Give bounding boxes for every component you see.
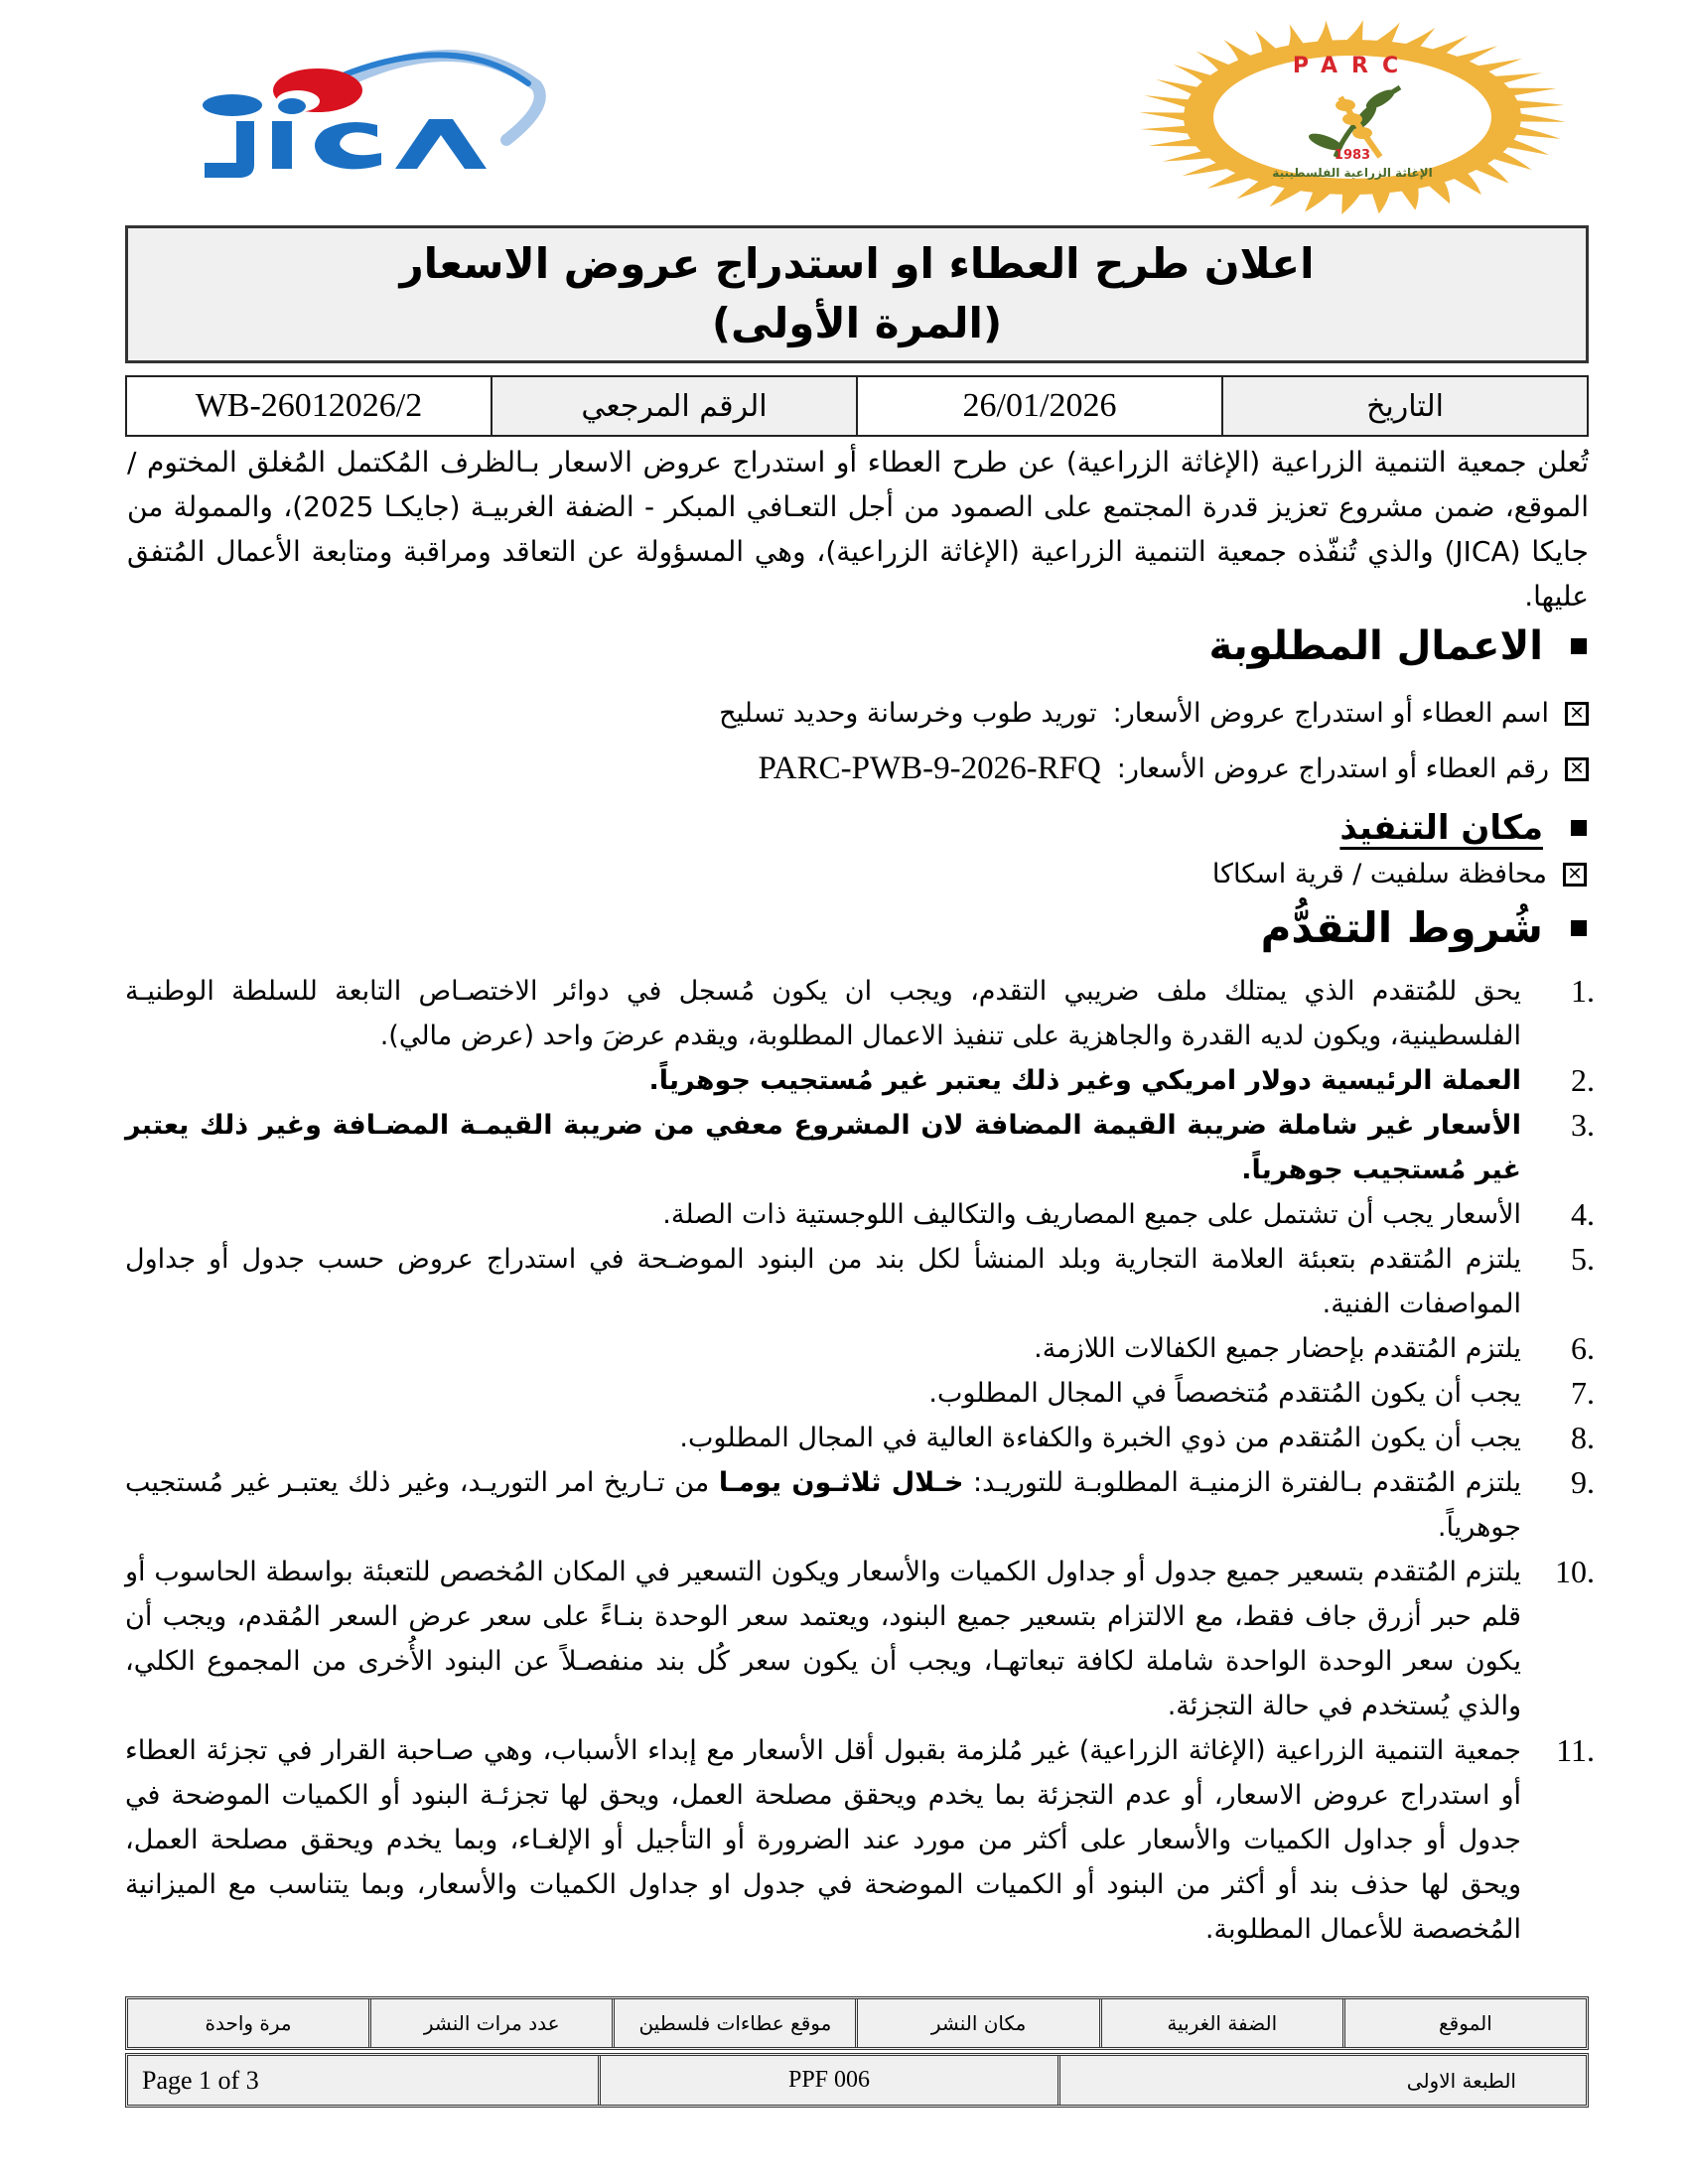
condition-item [125,1416,1595,1460]
footer-cell: موقع عطاءات فلسطين [612,1999,855,2047]
sun-ray [1139,112,1189,121]
condition-item [125,969,1595,1058]
checked-box-icon: ✕ [1563,863,1587,887]
section-heading-works-text: الاعمال المطلوبة [1208,623,1543,669]
condition-text-part: من تـاريخ امر التوريـد، وغير ذلك يعتبـر غير مُستجيب جوهرياً. [125,1467,1521,1543]
section-heading-works [1209,623,1587,669]
section-heading-conditions [1261,903,1587,952]
condition-text: يجب أن يكون المُتقدم من ذوي الخبرة والكفاءة العالية في المجال المطلوب. [679,1423,1521,1453]
ref-value: WB-26012026/2 [195,387,423,424]
condition-item [125,1237,1595,1326]
condition-text: يحق للمُتقدم الذي يمتلك ملف ضريبي التقدم، ويجب ان يكون مُسجل في دوائر الاختصـاص التابعة للسلطة الوطنيـة الفلسطينية، ويكون لديه القدرة والجاهزية على تنفيذ الاعمال المطلوبة، ويقدم عرضَ واحد (عرض مالي). [125,976,1521,1051]
condition-text: جمعية التنمية الزراعية (الإغاثة الزراعية) غير مُلزمة بقبول أقل الأسعار مع إبداء الأسباب، وهي صـاحبة القرار في تجزئة العطاء أو استدراج عروض الاسعار، أو عدم التجزئة بما يخدم ويحقق مصلحة العمل، ويحق لها تجزئـة البنود أو الكميات الموضحة في جدول أو جداول الكميات والأسعار على أكثر من مورد عند الضرورة أو التأجيل أو الإلغـاء، وبما يخدم ويحقق مصلحة العمل، ويحق لها حذف بند أو أكثر من البنود أو الكميات الموضحة في جدول او جداول الكميات والأسعار، وبما يتناسب مع الميزانية المُخصصة للأعمال المطلوبة. [125,1735,1521,1945]
parc-logo [1132,18,1574,216]
condition-number: 5. [1571,1241,1595,1277]
footer-cell: الضفة الغربية [1099,1999,1342,2047]
works-item-number-value: PARC-PWB-9-2026-RFQ [758,751,1101,786]
location-item [1212,859,1587,889]
ref-label: الرقم المرجعي [491,377,856,435]
jica-logo-text: jica [169,36,171,37]
condition-number: 8. [1571,1420,1595,1455]
condition-number: 7. [1571,1375,1595,1411]
footer-cell: مرة واحدة [205,2011,292,2035]
square-bullet-icon [1571,820,1587,836]
condition-text: يلتزم المُتقدم بتعبئة العلامة التجارية وبلد المنشأ لكل بند من البنود الموضـحة في استدراج عروض حسب جدول أو جداول المواصفات الفنية. [125,1244,1521,1319]
works-item-number [758,751,1589,787]
page-number: Page 1 of 3 [142,2065,259,2095]
parc-logo-arabic: الإغاثة الزراعية الفلسطينية [1272,166,1433,180]
footer-cell: مكان النشر [855,1999,1098,2047]
condition-item [125,1058,1595,1103]
delivery-period: خـلال ثلاثـون يومـا [718,1467,964,1498]
condition-number: 3. [1571,1107,1595,1143]
section-heading-location [1339,808,1587,848]
footer-publication-table [125,1996,1589,2050]
condition-number: 4. [1571,1196,1595,1232]
condition-item [125,1728,1595,1952]
condition-item [125,1192,1595,1237]
condition-text [125,1460,1533,1550]
sun-ray [1516,113,1566,122]
form-code: PPF 006 [598,2056,1056,2105]
checked-box-icon: ✕ [1565,757,1589,781]
works-item-name-label: اسم العطاء أو استدراج عروض الأسعار: [1112,698,1549,729]
checked-box-icon: ✕ [1565,702,1589,726]
page-subtitle: (المرة الأولى) [711,299,1003,347]
date-label: التاريخ [1221,377,1587,435]
footer-cell: عدد مرات النشر [368,1999,612,2047]
location-item-value: محافظة سلفيت / قرية اسكاكا [1211,859,1547,889]
condition-item [125,1550,1595,1728]
footer-page-table [125,2053,1589,2108]
condition-number: 6. [1571,1330,1595,1366]
page-title: اعلان طرح العطاء او استدراج عروض الاسعار [399,239,1315,288]
parc-logo-text: PARC [1292,54,1413,78]
section-heading-location-text: مكان التنفيذ [1339,808,1543,848]
condition-text: الأسعار يجب أن تشتمل على جميع المصاريف والتكاليف اللوجستية ذات الصلة. [662,1199,1521,1230]
condition-text: العملة الرئيسية دولار امريكي وغير ذلك يعتبر غير مُستجيب جوهرياً. [648,1065,1521,1096]
condition-text: يجب أن يكون المُتقدم مُتخصصاً في المجال المطلوب. [928,1378,1521,1409]
condition-text-part: يلتزم المُتقدم بـالفترة الزمنيـة المطلوبـة للتوريـد: [963,1467,1521,1498]
jica-logo [169,36,556,185]
reference-table [125,375,1589,437]
conditions-list [125,969,1595,1952]
date-value: 26/01/2026 [856,377,1221,435]
section-heading-conditions-text: شُروط التقدُّم [1260,903,1543,952]
square-bullet-icon [1571,920,1587,936]
footer-cell: الموقع [1342,1999,1586,2047]
condition-number: 10. [1555,1554,1595,1589]
condition-text: الأسعار غير شاملة ضريبة القيمة المضافة لان المشروع معفي من ضريبة القيمـة المضـافة وغير ذلك يعتبر غير مُستجيب جوهرياً. [125,1110,1521,1185]
edition-label: الطبعة الاولى [1057,2056,1586,2105]
condition-number: 9. [1571,1464,1595,1500]
works-item-number-label: رقم العطاء أو استدراج عروض الأسعار: [1116,753,1549,784]
condition-number: 1. [1571,973,1595,1009]
condition-item [125,1103,1595,1192]
condition-number: 11. [1556,1732,1595,1768]
works-item-name-value: توريد طوب وخرسانة وحديد تسليح [719,698,1097,729]
condition-number: 2. [1571,1062,1595,1098]
square-bullet-icon [1571,638,1587,654]
intro-paragraph: تُعلن جمعية التنمية الزراعية (الإغاثة الزراعية) عن طرح العطاء أو استدراج عروض الاسعار بـالظرف المُكتمل المُغلق المختوم / الموقع، ضمن مشروع تعزيز قدرة المجتمع على الصمود من أجل التعـافي المبكر - الضفة الغربيـة (جايكـا 2025)، والممولة من جايكا (JICA) والذي تُنفّذه جمعية التنمية الزراعية (الإغاثة الزراعية)، وهي المسؤولة عن التعاقد ومراقبة ومتابعة الأعمال المُتفق عليها. [127,446,1589,613]
condition-text: يلتزم المُتقدم بتسعير جميع جدول أو جداول الكميات والأسعار ويكون التسعير في المكان المُخصص للتعبئة بواسطة الحاسوب أو قلم حبر أزرق جاف فقط، مع الالتزام بتسعير جميع البنود، ويعتمد سعر الوحدة بنـاءً على سعر عرض السعر المُقدم، ويجب أن يكون سعر الوحدة الواحدة شاملة لكافة تبعاتهـا، ويجب أن يكون سعر كُل بند منفصـلاً عن البنود الأُخرى من المجموع الكلي، والذي يُستخدم في حالة التجزئة. [125,1557,1521,1721]
condition-item [125,1371,1595,1416]
condition-item [125,1326,1595,1371]
condition-text: يلتزم المُتقدم بإحضار جميع الكفالات اللازمة. [1034,1333,1521,1364]
works-item-name [719,698,1589,729]
parc-logo-year: 1983 [1334,148,1371,163]
title-box [125,225,1589,363]
condition-item [125,1460,1595,1550]
